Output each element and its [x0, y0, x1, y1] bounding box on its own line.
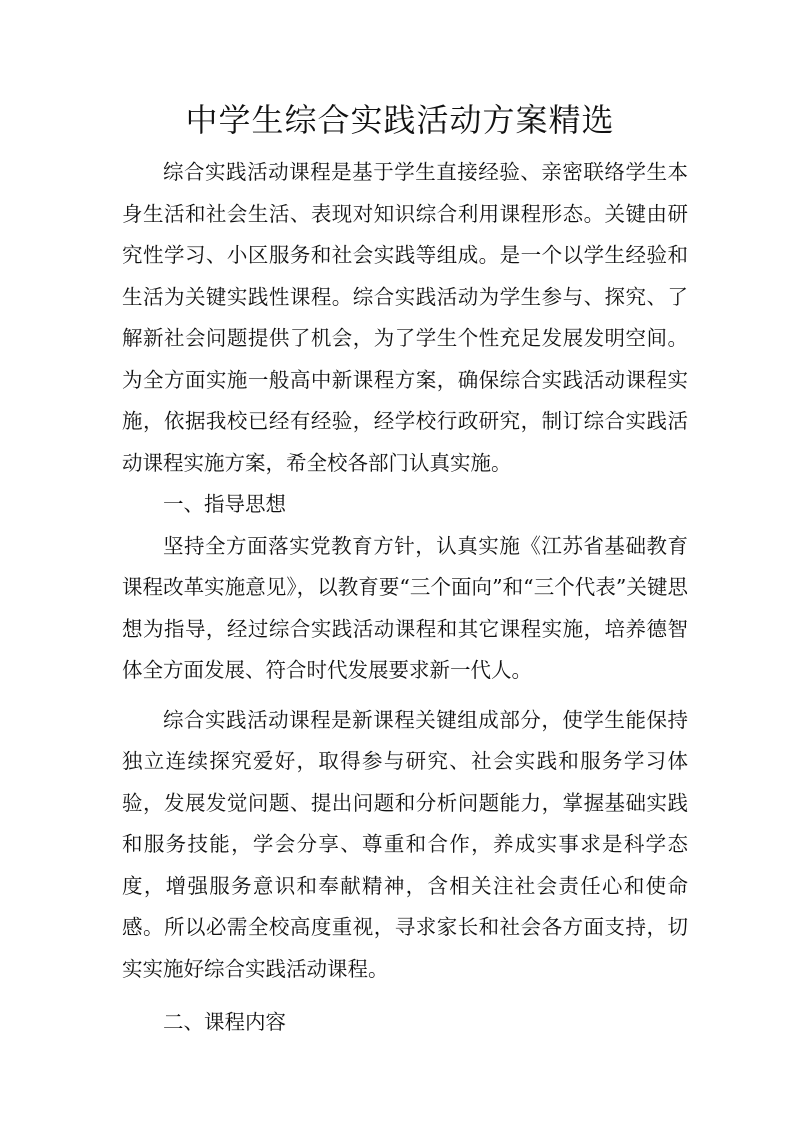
- section-heading-guiding-ideology: 一、指导思想: [163, 492, 286, 516]
- document-body: [122, 152, 688, 1044]
- course-significance-paragraph: 综合实践活动课程是新课程关键组成部分，使学生能保持独立连续探究爱好，取得参与研究、社会实践和服务学习体验，发展发觉问题、提出问题和分析问题能力，掌握基础实践和服务技能，学会分享、尊重和合作，养成实事求是科学态度，增强服务意识和奉献精神，含相关注社会责任心和使命感。所以必需全校高度重视，寻求家长和社会各方面支持，切实实施好综合实践活动课程。: [122, 707, 688, 981]
- intro-paragraph: 综合实践活动课程是基于学生直接经验、亲密联络学生本身生活和社会生活、表现对知识综合利用课程形态。关键由研究性学习、小区服务和社会实践等组成。是一个以学生经验和生活为关键实践性课程。综合实践活动为学生参与、探究、了解新社会问题提供了机会，为了学生个性充足发展发明空间。为全方面实施一般高中新课程方案，确保综合实践活动课程实施，依据我校已经有经验，经学校行政研究，制订综合实践活动课程实施方案，希全校各部门认真实施。: [122, 160, 688, 475]
- document-title: 中学生综合实践活动方案精选: [185, 101, 615, 139]
- guiding-ideology-paragraph: 坚持全方面落实党教育方针，认真实施《江苏省基础教育课程改革实施意见》，以教育要“三个面向”和“三个代表”关键思想为指导，经过综合实践活动课程和其它课程实施，培养德智体全方面发展、符合时代发展要求新一代人。: [122, 533, 688, 682]
- section-heading-course-content: 二、课程内容: [163, 1010, 286, 1034]
